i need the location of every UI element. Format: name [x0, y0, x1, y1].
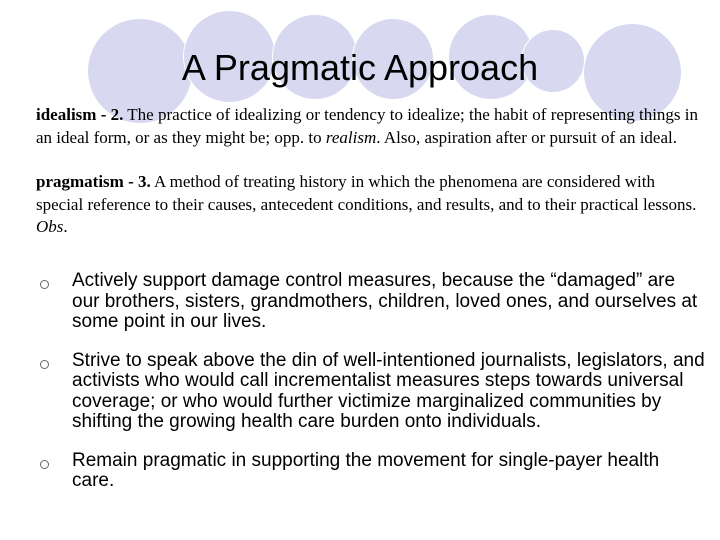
definition-pragmatism — [36, 171, 706, 239]
definition-term: idealism - 2. — [36, 105, 124, 124]
definition-text: . — [63, 217, 68, 236]
definition-text: The practice of idealizing or tendency to idealize; the habit of representing things in an ideal form, or as they might be; opp. to — [36, 105, 699, 147]
definition-term: pragmatism - 3. — [36, 172, 151, 191]
bullet-item — [36, 351, 706, 433]
bullet-circle-icon — [40, 460, 49, 469]
slide-title: A Pragmatic Approach — [181, 47, 539, 88]
definitions — [36, 104, 706, 261]
definition-text: A method of treating history in which the phenomena are considered with special reference to their causes, antecedent conditions, and results, and to their practical lessons. — [36, 172, 697, 214]
bullet-item — [36, 451, 706, 492]
bullet-circle-icon — [40, 280, 49, 289]
bullet-text: Actively support damage control measures, because the “damaged” are our brothers, sisters, grandmothers, children, loved ones, and ourselves at some point in our lives. — [72, 270, 698, 332]
bullet-text: Strive to speak above the din of well-intentioned journalists, legislators, and activists who would call incrementalist measures steps towards universal coverage; or who would further victimize marginalized communities by shifting the growing health care burden onto individuals. — [72, 349, 705, 432]
bullet-circle-icon — [40, 360, 49, 369]
bullet-list — [36, 271, 706, 510]
definition-emphasis: realism — [325, 127, 377, 147]
bullet-item — [36, 271, 706, 333]
definition-text: . Also, aspiration after or pursuit of an ideal. — [376, 127, 677, 147]
bullet-text: Remain pragmatic in supporting the movement for single-payer health care. — [72, 449, 660, 491]
definition-emphasis: Obs — [36, 217, 64, 236]
definition-idealism — [36, 104, 706, 149]
